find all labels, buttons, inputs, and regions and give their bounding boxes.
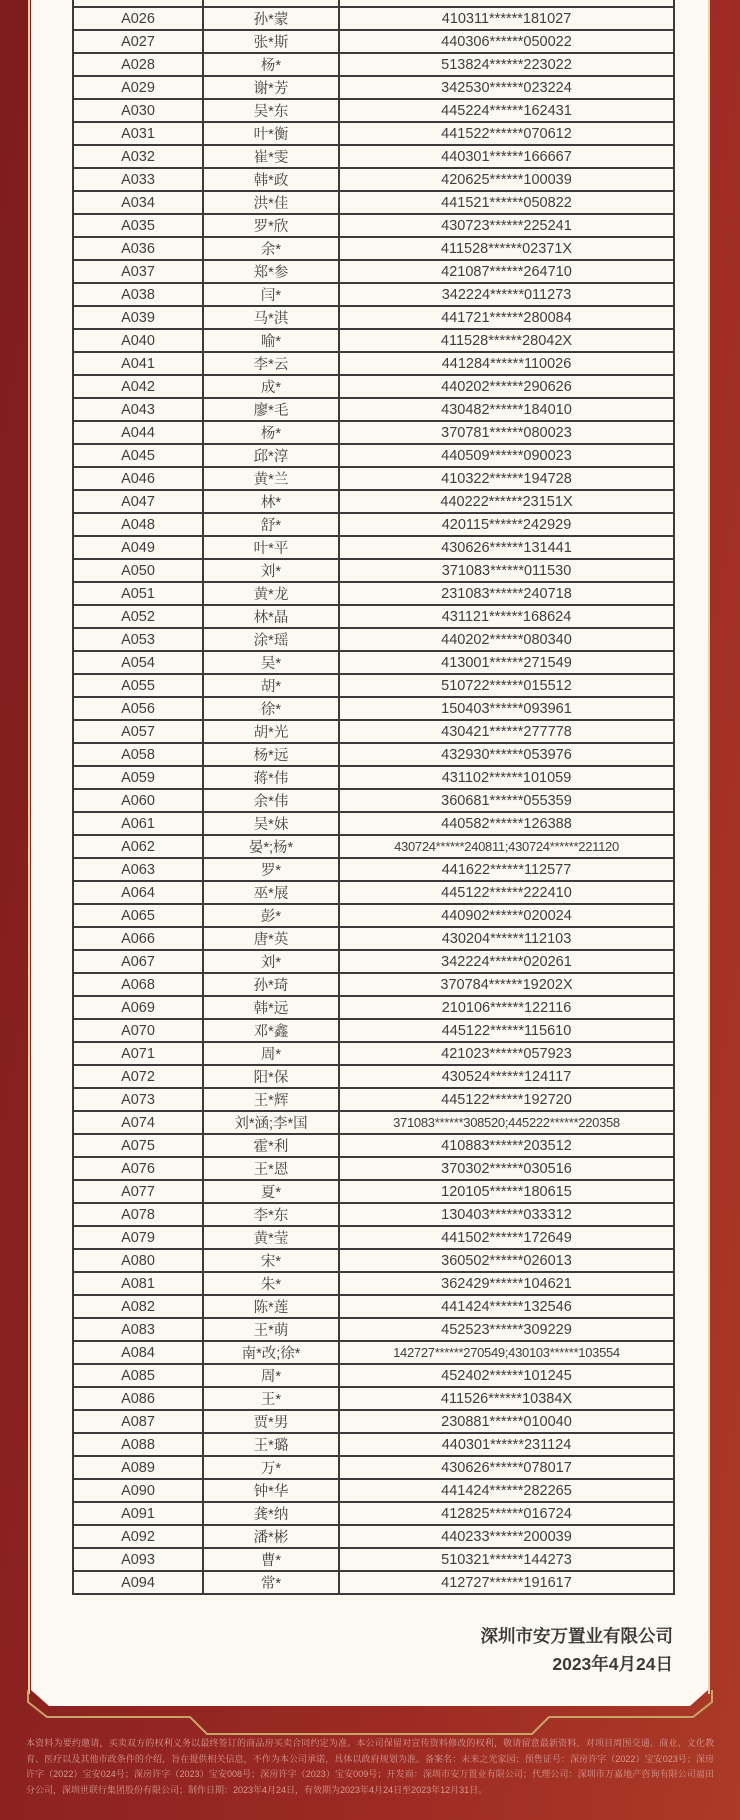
row-code: A072 (73, 1065, 203, 1088)
row-name: 杨*远 (203, 743, 339, 766)
row-name: 王*萌 (203, 1318, 339, 1341)
table-row (73, 1502, 674, 1525)
row-id: 410322******194728 (339, 467, 674, 490)
row-code: A045 (73, 444, 203, 467)
table-row (73, 76, 674, 99)
table-row (73, 1111, 674, 1134)
row-id: 342530******023224 (339, 76, 674, 99)
table-row (73, 628, 674, 651)
row-id: 441521******050822 (339, 191, 674, 214)
table-row (73, 812, 674, 835)
row-name: 周* (203, 1042, 339, 1065)
table-row (73, 766, 674, 789)
table-row (73, 1433, 674, 1456)
table-row (73, 1341, 674, 1364)
row-id: 360681******055359 (339, 789, 674, 812)
row-code: A035 (73, 214, 203, 237)
row-id (339, 0, 674, 7)
row-id: 430524******124117 (339, 1065, 674, 1088)
row-id: 510722******015512 (339, 674, 674, 697)
row-name: 黄*龙 (203, 582, 339, 605)
row-code: A064 (73, 881, 203, 904)
row-id: 452523******309229 (339, 1318, 674, 1341)
row-id: 440301******166667 (339, 145, 674, 168)
row-name: 马*淇 (203, 306, 339, 329)
row-name: 胡* (203, 674, 339, 697)
row-name: 陈*莲 (203, 1295, 339, 1318)
row-name: 王*恩 (203, 1157, 339, 1180)
row-id: 441502******172649 (339, 1226, 674, 1249)
row-code: A085 (73, 1364, 203, 1387)
row-code: A052 (73, 605, 203, 628)
row-id: 431102******101059 (339, 766, 674, 789)
table-row (73, 467, 674, 490)
row-name: 余* (203, 237, 339, 260)
row-id: 445122******222410 (339, 881, 674, 904)
row-id: 370781******080023 (339, 421, 674, 444)
table-row (73, 996, 674, 1019)
row-id: 440233******200039 (339, 1525, 674, 1548)
row-id: 440306******050022 (339, 30, 674, 53)
row-id: 440301******231124 (339, 1433, 674, 1456)
card-gold-border-right (708, 0, 710, 1694)
row-id: 120105******180615 (339, 1180, 674, 1203)
row-id: 441622******112577 (339, 858, 674, 881)
buyer-table-body (73, 0, 674, 1594)
row-code: A078 (73, 1203, 203, 1226)
row-code: A068 (73, 973, 203, 996)
table-row (73, 7, 674, 30)
row-name: 叶*衡 (203, 122, 339, 145)
row-name (203, 0, 339, 7)
row-code: A076 (73, 1157, 203, 1180)
row-id: 360502******026013 (339, 1249, 674, 1272)
table-row (73, 168, 674, 191)
row-code: A028 (73, 53, 203, 76)
row-code: A071 (73, 1042, 203, 1065)
table-row (73, 1295, 674, 1318)
row-id: 445224******162431 (339, 99, 674, 122)
row-code: A062 (73, 835, 203, 858)
row-code: A093 (73, 1548, 203, 1571)
row-name: 刘*涵;李*国 (203, 1111, 339, 1134)
table-row (73, 145, 674, 168)
table-row (73, 973, 674, 996)
row-name: 刘* (203, 559, 339, 582)
company-name: 深圳市安万置业有限公司 (480, 1626, 673, 1646)
row-id: 420115******242929 (339, 513, 674, 536)
row-code: A059 (73, 766, 203, 789)
row-id: 431121******168624 (339, 605, 674, 628)
row-name: 刘* (203, 950, 339, 973)
table-row (73, 536, 674, 559)
row-name: 韩*远 (203, 996, 339, 1019)
row-name: 南*改;徐* (203, 1341, 339, 1364)
row-id: 441424******282265 (339, 1479, 674, 1502)
row-code (73, 0, 203, 7)
row-name: 成* (203, 375, 339, 398)
table-row (73, 30, 674, 53)
row-id: 410311******181027 (339, 7, 674, 30)
row-code: A088 (73, 1433, 203, 1456)
row-name: 钟*华 (203, 1479, 339, 1502)
row-code: A043 (73, 398, 203, 421)
row-id: 370784******19202X (339, 973, 674, 996)
row-code: A054 (73, 651, 203, 674)
row-id: 430482******184010 (339, 398, 674, 421)
row-code: A029 (73, 76, 203, 99)
row-id: 440902******020024 (339, 904, 674, 927)
table-row-clipped (73, 0, 674, 7)
table-row (73, 1226, 674, 1249)
row-name: 韩*政 (203, 168, 339, 191)
table-row (73, 490, 674, 513)
row-name: 黄*莹 (203, 1226, 339, 1249)
row-code: A049 (73, 536, 203, 559)
row-name: 潘*彬 (203, 1525, 339, 1548)
row-id: 440202******080340 (339, 628, 674, 651)
row-id: 441424******132546 (339, 1295, 674, 1318)
row-name: 周* (203, 1364, 339, 1387)
row-name: 邱*淳 (203, 444, 339, 467)
row-code: A031 (73, 122, 203, 145)
row-code: A061 (73, 812, 203, 835)
row-name: 贾*男 (203, 1410, 339, 1433)
row-name: 谢*芳 (203, 76, 339, 99)
row-code: A041 (73, 352, 203, 375)
row-code: A039 (73, 306, 203, 329)
row-id: 440202******290626 (339, 375, 674, 398)
row-name: 孙*蒙 (203, 7, 339, 30)
row-code: A094 (73, 1571, 203, 1594)
row-name: 叶*平 (203, 536, 339, 559)
row-id: 370302******030516 (339, 1157, 674, 1180)
row-name: 闫* (203, 283, 339, 306)
row-code: A080 (73, 1249, 203, 1272)
row-id: 440222******23151X (339, 490, 674, 513)
signature-date: 2023年4月24日 (552, 1654, 673, 1674)
row-code: A073 (73, 1088, 203, 1111)
table-row (73, 1525, 674, 1548)
row-name: 喻* (203, 329, 339, 352)
row-id: 362429******104621 (339, 1272, 674, 1295)
row-id: 371083******011530 (339, 559, 674, 582)
row-name: 宋* (203, 1249, 339, 1272)
table-row (73, 1019, 674, 1042)
row-code: A090 (73, 1479, 203, 1502)
row-code: A066 (73, 927, 203, 950)
row-id: 445122******192720 (339, 1088, 674, 1111)
row-id: 441522******070612 (339, 122, 674, 145)
table-row (73, 1456, 674, 1479)
table-row (73, 1364, 674, 1387)
table-row (73, 1571, 674, 1594)
row-name: 徐* (203, 697, 339, 720)
row-name: 林*晶 (203, 605, 339, 628)
row-name: 霍*利 (203, 1134, 339, 1157)
row-code: A057 (73, 720, 203, 743)
table-row (73, 513, 674, 536)
row-id: 430626******131441 (339, 536, 674, 559)
table-row (73, 1042, 674, 1065)
row-code: A055 (73, 674, 203, 697)
row-code: A087 (73, 1410, 203, 1433)
table-row (73, 99, 674, 122)
row-name: 洪*佳 (203, 191, 339, 214)
row-code: A044 (73, 421, 203, 444)
row-name: 阳*保 (203, 1065, 339, 1088)
table-row (73, 283, 674, 306)
row-code: A051 (73, 582, 203, 605)
row-id: 412727******191617 (339, 1571, 674, 1594)
row-code: A091 (73, 1502, 203, 1525)
row-code: A047 (73, 490, 203, 513)
row-name: 万* (203, 1456, 339, 1479)
row-name: 李*云 (203, 352, 339, 375)
row-name: 李*东 (203, 1203, 339, 1226)
table-row (73, 697, 674, 720)
row-name: 邓*鑫 (203, 1019, 339, 1042)
table-row (73, 674, 674, 697)
row-name: 夏* (203, 1180, 339, 1203)
table-row (73, 237, 674, 260)
table-row (73, 904, 674, 927)
row-name: 常* (203, 1571, 339, 1594)
row-code: A079 (73, 1226, 203, 1249)
row-id: 430421******277778 (339, 720, 674, 743)
table-row (73, 1387, 674, 1410)
table-row (73, 260, 674, 283)
table-row (73, 1065, 674, 1088)
row-code: A050 (73, 559, 203, 582)
table-row (73, 1134, 674, 1157)
table-row (73, 1548, 674, 1571)
row-code: A065 (73, 904, 203, 927)
row-name: 孙*琦 (203, 973, 339, 996)
table-row (73, 352, 674, 375)
row-code: A038 (73, 283, 203, 306)
row-id: 452402******101245 (339, 1364, 674, 1387)
row-name: 巫*展 (203, 881, 339, 904)
table-row (73, 789, 674, 812)
table-row (73, 950, 674, 973)
row-name: 张*斯 (203, 30, 339, 53)
table-row (73, 651, 674, 674)
table-row (73, 1479, 674, 1502)
legal-disclaimer-text: 本资料为要约邀请，买卖双方的权利义务以最终签订的商品房买卖合同约定为准。本公司保留对宣传资料修改的权利，敬请留意最新资料，对项目周围交通、商业、文化教育、医疗以及其他市政条件的介绍，旨在提供相关信息，不作为本公司承诺，具体以政府规划为准。备案名：未来之光家园；预售证号：深房许字（2022）宝安023号；深房许字（2022）宝安024号；深房许字（2023）宝安008号；深房许字（2023）宝安009号；开发商：深圳市安万置业有限公司；代理公司：深圳市万嘉地产咨询有限公司福田分公司，深圳世联行集团股份有限公司；制作日期：2023年4月24日，有效期为2023年4月24日至2023年12月31日。 (26, 1738, 714, 1795)
row-code: A083 (73, 1318, 203, 1341)
row-name: 崔*雯 (203, 145, 339, 168)
row-name: 王*辉 (203, 1088, 339, 1111)
row-code: A070 (73, 1019, 203, 1042)
table-row (73, 444, 674, 467)
row-id: 440509******090023 (339, 444, 674, 467)
row-name: 廖*毛 (203, 398, 339, 421)
table-row (73, 53, 674, 76)
row-id: 411528******02371X (339, 237, 674, 260)
row-code: A075 (73, 1134, 203, 1157)
row-name: 龚*纳 (203, 1502, 339, 1525)
row-name: 晏*;杨* (203, 835, 339, 858)
table-row (73, 214, 674, 237)
row-name: 王* (203, 1387, 339, 1410)
row-code: A067 (73, 950, 203, 973)
row-id: 150403******093961 (339, 697, 674, 720)
row-id: 441284******110026 (339, 352, 674, 375)
row-code: A026 (73, 7, 203, 30)
row-id: 513824******223022 (339, 53, 674, 76)
row-code: A086 (73, 1387, 203, 1410)
table-row (73, 375, 674, 398)
row-name: 吴*妹 (203, 812, 339, 835)
row-name: 杨* (203, 53, 339, 76)
table-row (73, 398, 674, 421)
row-name: 吴*东 (203, 99, 339, 122)
row-name: 吴* (203, 651, 339, 674)
row-code: A069 (73, 996, 203, 1019)
row-code: A033 (73, 168, 203, 191)
table-row (73, 1249, 674, 1272)
row-id: 430724******240811;430724******221120 (339, 835, 674, 858)
row-id: 210106******122116 (339, 996, 674, 1019)
row-name: 王*璐 (203, 1433, 339, 1456)
row-name: 罗* (203, 858, 339, 881)
table-row (73, 1318, 674, 1341)
row-code: A036 (73, 237, 203, 260)
row-code: A027 (73, 30, 203, 53)
row-id: 342224******020261 (339, 950, 674, 973)
table-row (73, 835, 674, 858)
row-code: A092 (73, 1525, 203, 1548)
table-row (73, 1088, 674, 1111)
row-id: 371083******308520;445222******220358 (339, 1111, 674, 1134)
table-row (73, 559, 674, 582)
buyer-roster-table (72, 0, 675, 1595)
row-id: 510321******144273 (339, 1548, 674, 1571)
row-code: A030 (73, 99, 203, 122)
row-id: 142727******270549;430103******103554 (339, 1341, 674, 1364)
row-id: 430204******112103 (339, 927, 674, 950)
row-name: 唐*英 (203, 927, 339, 950)
row-name: 林* (203, 490, 339, 513)
table-row (73, 329, 674, 352)
row-id: 421023******057923 (339, 1042, 674, 1065)
row-name: 朱* (203, 1272, 339, 1295)
row-code: A074 (73, 1111, 203, 1134)
row-code: A032 (73, 145, 203, 168)
row-id: 412825******016724 (339, 1502, 674, 1525)
table-row (73, 881, 674, 904)
table-row (73, 743, 674, 766)
row-code: A048 (73, 513, 203, 536)
table-row (73, 1203, 674, 1226)
signature-block (481, 1622, 674, 1678)
table-row (73, 1157, 674, 1180)
row-id: 441721******280084 (339, 306, 674, 329)
row-name: 舒* (203, 513, 339, 536)
row-id: 430626******078017 (339, 1456, 674, 1479)
row-id: 440582******126388 (339, 812, 674, 835)
row-name: 余*伟 (203, 789, 339, 812)
row-name: 杨* (203, 421, 339, 444)
row-id: 411526******10384X (339, 1387, 674, 1410)
row-name: 胡*光 (203, 720, 339, 743)
table-row (73, 858, 674, 881)
row-code: A089 (73, 1456, 203, 1479)
row-code: A084 (73, 1341, 203, 1364)
row-name: 黄*兰 (203, 467, 339, 490)
row-id: 130403******033312 (339, 1203, 674, 1226)
table-row (73, 1180, 674, 1203)
row-id: 231083******240718 (339, 582, 674, 605)
row-id: 230881******010040 (339, 1410, 674, 1433)
table-row (73, 582, 674, 605)
row-name: 罗*欣 (203, 214, 339, 237)
row-code: A063 (73, 858, 203, 881)
row-code: A081 (73, 1272, 203, 1295)
row-code: A077 (73, 1180, 203, 1203)
row-id: 411528******28042X (339, 329, 674, 352)
row-code: A056 (73, 697, 203, 720)
row-code: A082 (73, 1295, 203, 1318)
table-row (73, 421, 674, 444)
row-code: A053 (73, 628, 203, 651)
table-row (73, 191, 674, 214)
row-code: A037 (73, 260, 203, 283)
row-code: A042 (73, 375, 203, 398)
table-row (73, 1410, 674, 1433)
row-id: 445122******115610 (339, 1019, 674, 1042)
row-id: 421087******264710 (339, 260, 674, 283)
row-code: A058 (73, 743, 203, 766)
row-code: A060 (73, 789, 203, 812)
table-row (73, 306, 674, 329)
row-name: 彭* (203, 904, 339, 927)
row-name: 曹* (203, 1548, 339, 1571)
row-code: A040 (73, 329, 203, 352)
row-name: 涂*瑶 (203, 628, 339, 651)
row-id: 410883******203512 (339, 1134, 674, 1157)
row-id: 413001******271549 (339, 651, 674, 674)
table-row (73, 605, 674, 628)
row-code: A046 (73, 467, 203, 490)
row-code: A034 (73, 191, 203, 214)
row-id: 342224******011273 (339, 283, 674, 306)
row-name: 蒋*伟 (203, 766, 339, 789)
table-row (73, 1272, 674, 1295)
row-name: 郑*参 (203, 260, 339, 283)
table-row (73, 720, 674, 743)
card-gold-border-left (28, 0, 30, 1694)
table-row (73, 927, 674, 950)
row-id: 432930******053976 (339, 743, 674, 766)
row-id: 420625******100039 (339, 168, 674, 191)
row-id: 430723******225241 (339, 214, 674, 237)
table-row (73, 122, 674, 145)
